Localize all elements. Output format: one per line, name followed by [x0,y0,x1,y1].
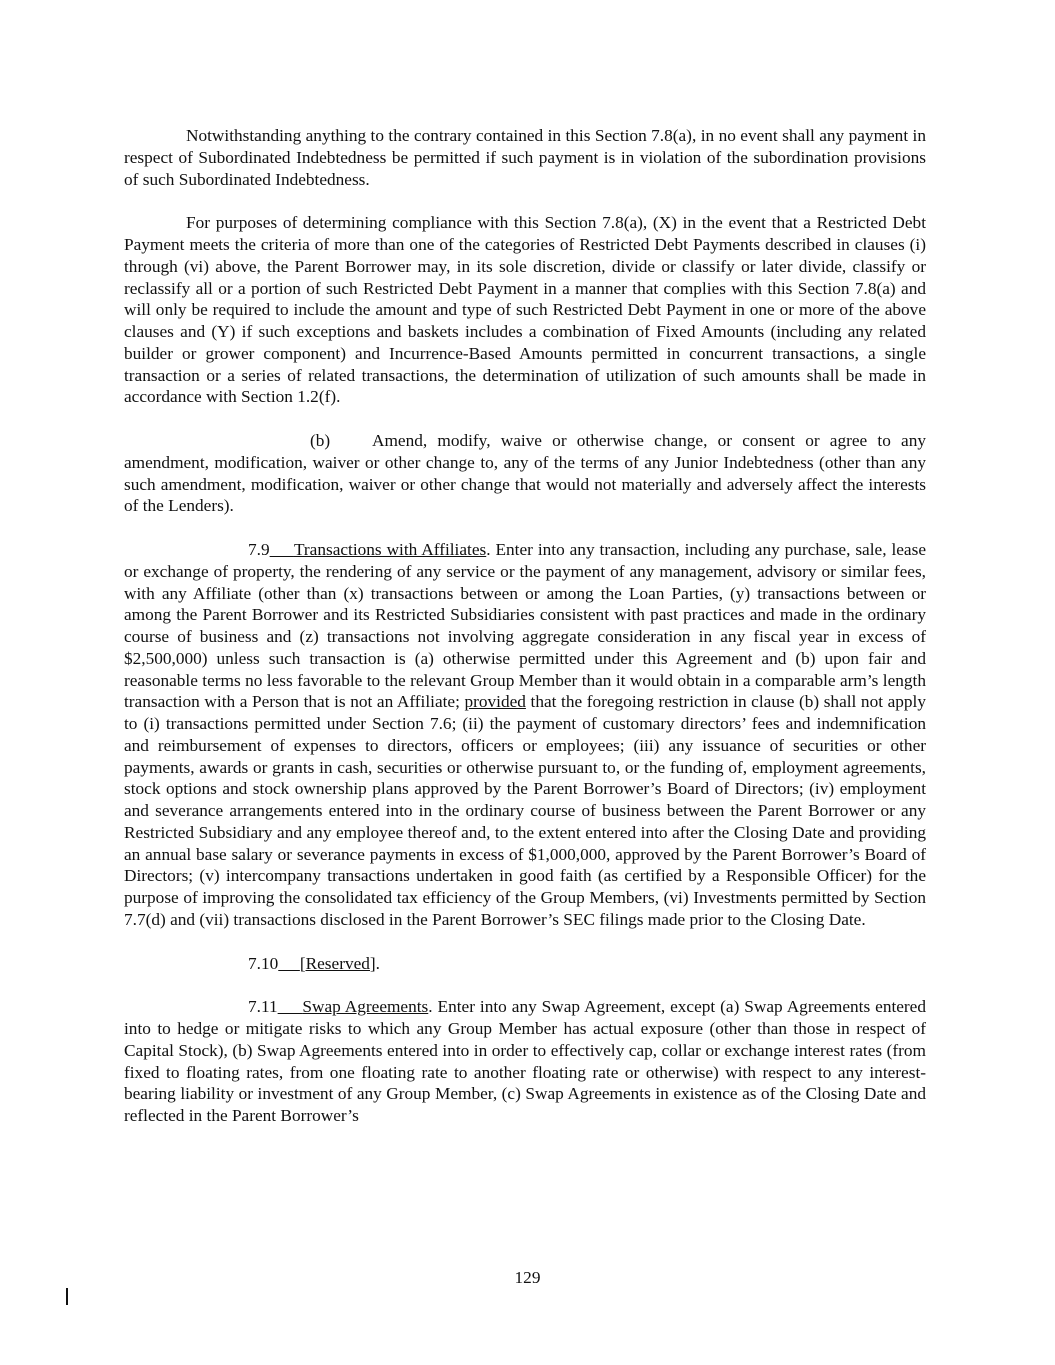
clause-b-text: Amend, modify, waive or otherwise change, or consent or agree to any amendment, modification, waiver or other change to, any of the terms of any Junior Indebtedness (other than any such amendment, modification, waiver or other change that would not materially and adversely affect the interests of the Lenders). [124,431,926,516]
section-7-10-number: 7.10 [248,953,279,973]
section-7-9-text-a: . Enter into any transaction, including any purchase, sale, lease or exchange of property, the rendering of any service or the payment of any management, advisory or similar fees, with any Affiliate (other than (x) transactions between or among the Loan Parties, (y) transactions between or among the Parent Borrower and its Restricted Subsidiaries consistent with past practices and made in the ordinary course of business and (z) transactions not involving aggregate consideration in any fiscal year in excess of $2,500,000) unless such transaction is (a) otherwise permitted under this Agreement and (b) upon fair and reasonable terms no less favorable to the relevant Group Member than it would obtain in a comparable arm’s length transaction with a Person that is not an Affiliate; [124,540,926,712]
clause-b [124,430,926,517]
section-7-11-title: Swap Agreements [302,997,429,1017]
section-7-10 [124,953,926,975]
section-7-11-text: . Enter into any Swap Agreement, except (a) Swap Agreements entered into to hedge or mitigate risks to which any Group Member has actual exposure (other than those in respect of Capital Stock), (b) Swap Agreements entered into in order to effectively cap, collar or exchange interest rates (from fixed to floating rates, from one floating rate to another floating rate or otherwise) with respect to any interest-bearing liability or investment of any Group Member, (c) Swap Agreements in existence as of the Closing Date and reflected in the Parent Borrower’s [124,997,926,1125]
section-7-11-number: 7.11 [248,997,278,1017]
section-7-9-title: Transactions with Affiliates [293,540,487,559]
change-bar-marker [66,1288,68,1305]
paragraph-subordination: Notwithstanding anything to the contrary contained in this Section 7.8(a), in no event shall any payment in respect of Subordinated Indebtedness be permitted if such payment is in violation of the subordination provisions of such Subordinated Indebtedness. [124,126,926,189]
clause-b-label: (b) [310,431,331,450]
section-7-10-text: . [375,953,380,973]
section-7-9 [124,539,926,931]
paragraph-compliance-determination: For purposes of determining compliance with this Section 7.8(a), (X) in the event that a Restricted Debt Payment meets the criteria of more than one of the categories of Restricted Debt Payments described in clauses (i) through (vi) above, the Parent Borrower may, in its sole discretion, divide or classify or later divide, classify or reclassify all or a portion of such Restricted Debt Payment in a manner that complies with this Section 7.8(a) and will only be required to include the amount and type of such Restricted Debt Payment in one or more of the above clauses and (Y) if such exceptions and baskets includes a combination of Fixed Amounts (including any related builder or grower component) and Incurrence-Based Amounts permitted in concurrent transactions, a single transaction or a series of related transactions, the determination of utilization of such amounts shall be made in accordance with Section 1.2(f). [124,213,926,407]
document-page [124,125,926,1149]
provided-term: provided [464,692,526,712]
section-7-11 [124,996,926,1127]
page-number: 129 [514,1268,541,1287]
section-7-9-text-b: that the foregoing restriction in clause (b) shall not apply to (i) transactions permitted under Section 7.6; (ii) the payment of customary directors’ fees and indemnification and reimbursement of expenses to directors, officers or employees; (iii) any issuance of securities or other payments, awards or grants in cash, securities or otherwise pursuant to, or the funding of, employment agreements, stock options and stock ownership plans approved by the Parent Borrower’s Board of Directors; (iv) employment and severance arrangements entered into in the ordinary course of business between the Parent Borrower or any Restricted Subsidiary and any employee thereof and, to the extent entered into after the Closing Date and providing an annual base salary or severance payments in excess of $1,000,000, approved by the Parent Borrower’s Board of Directors; (v) intercompany transactions undertaken in good faith (as certified by a Responsible Officer) for the purpose of improving the consolidated tax efficiency of the Group Members, (vi) Investments permitted by Section 7.7(d) and (vii) transactions disclosed in the Parent Borrower’s SEC filings made prior to the Closing Date. [124,692,926,929]
section-7-9-number: 7.9 [248,540,270,559]
section-7-10-title: [Reserved] [299,953,376,973]
